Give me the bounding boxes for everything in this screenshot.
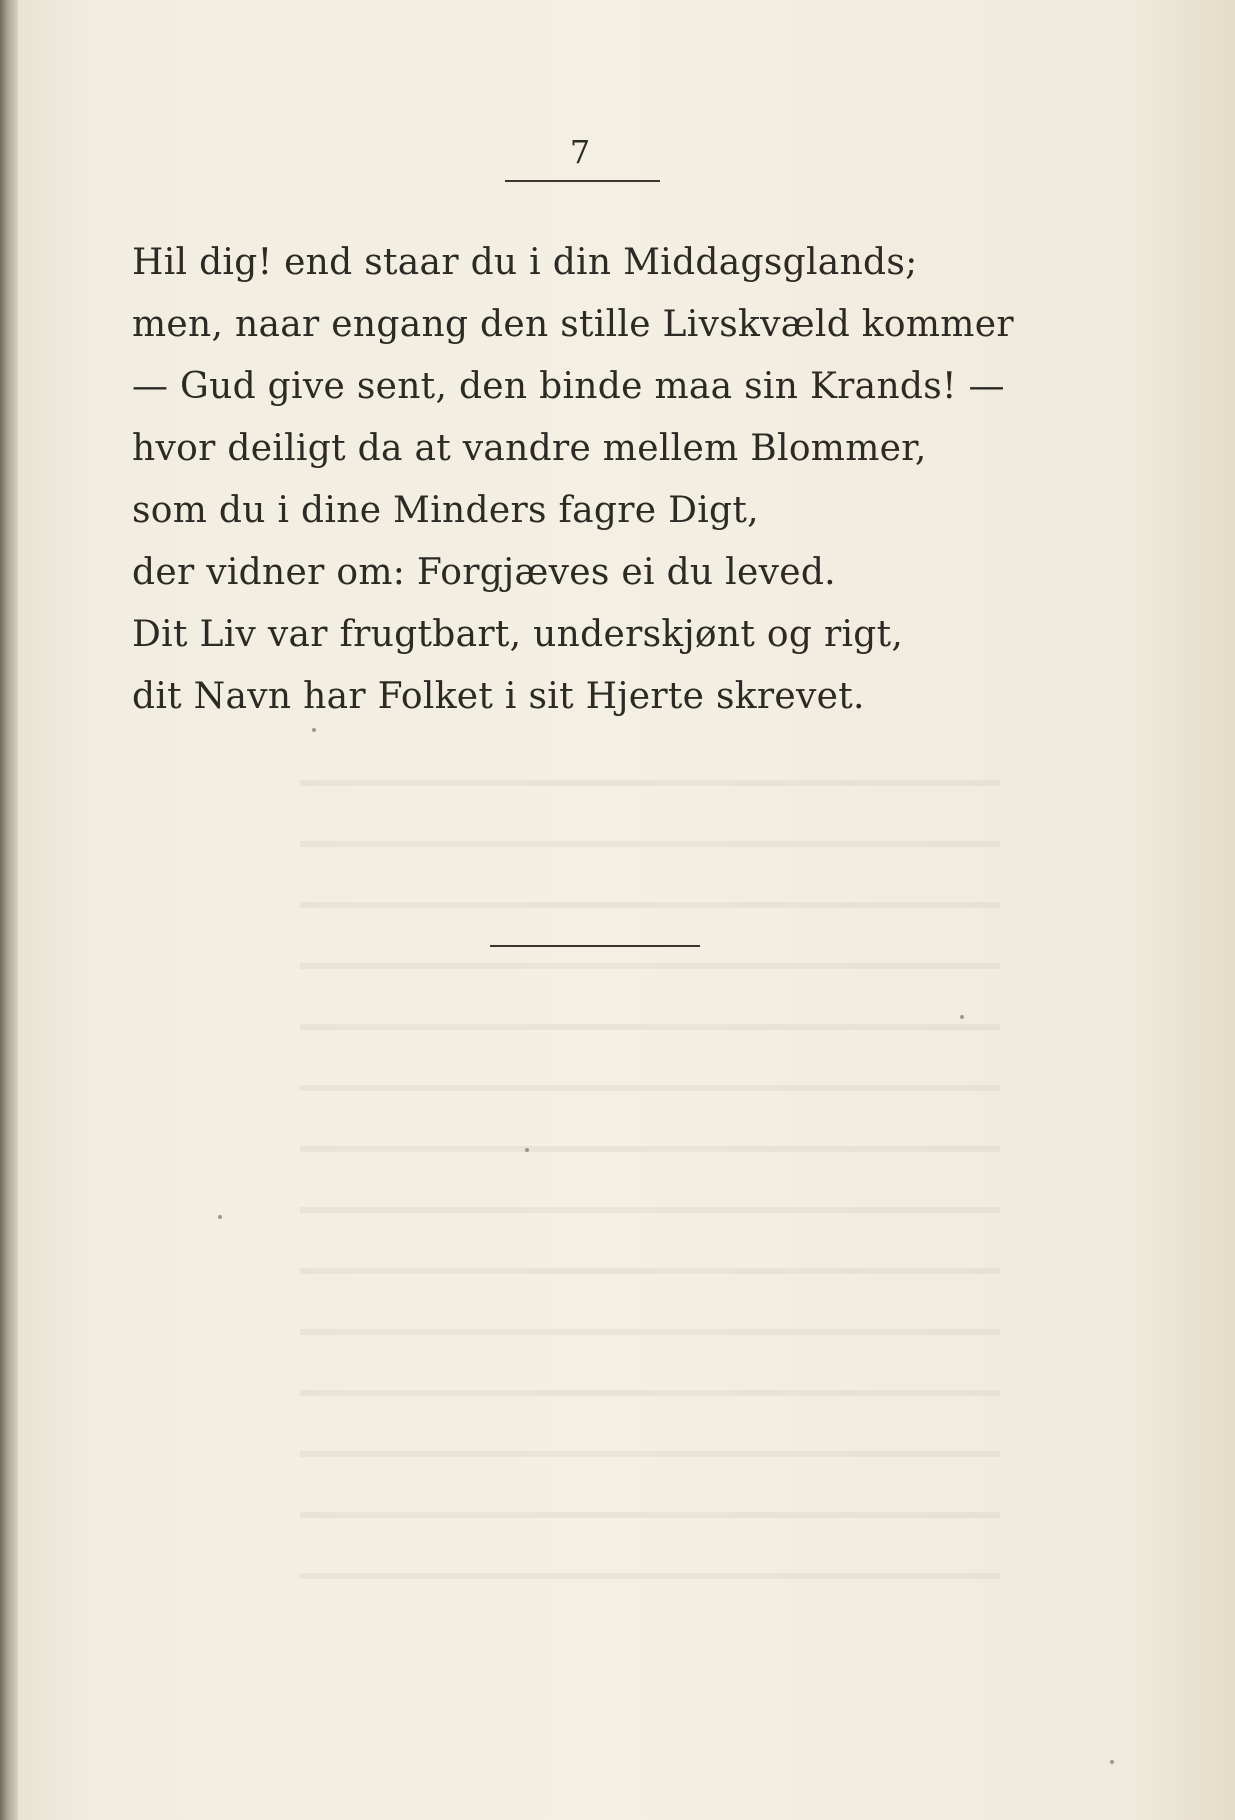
poem-line: dit Navn har Folket i sit Hjerte skrevet. [132,676,865,717]
poem-line: Dit Liv var frugtbart, underskjønt og rigt, [132,614,904,655]
paper-speck [960,1015,964,1019]
poem-line: der vidner om: Forgjæves ei du leved. [132,552,836,593]
poem-line: men, naar engang den stille Livskvæld kommer [132,304,1014,345]
paper-speck [218,1215,222,1219]
paper-speck [312,728,316,732]
poem-line: Hil dig! end staar du i din Middagsglands; [132,242,918,283]
page-number: 7 [569,133,591,171]
paper-speck [1110,1760,1114,1764]
poem-line: som du i dine Minders fagre Digt, [132,490,759,531]
scan-edge [0,0,18,1820]
end-rule [490,945,700,947]
header-rule [505,180,660,182]
poem-stanza [132,232,1092,728]
bleed-through-text [300,740,1000,1600]
poem-line: hvor deiligt da at vandre mellem Blommer, [132,428,927,469]
paper-speck [525,1148,529,1152]
poem-line: — Gud give sent, den binde maa sin Krands! — [132,366,1005,407]
